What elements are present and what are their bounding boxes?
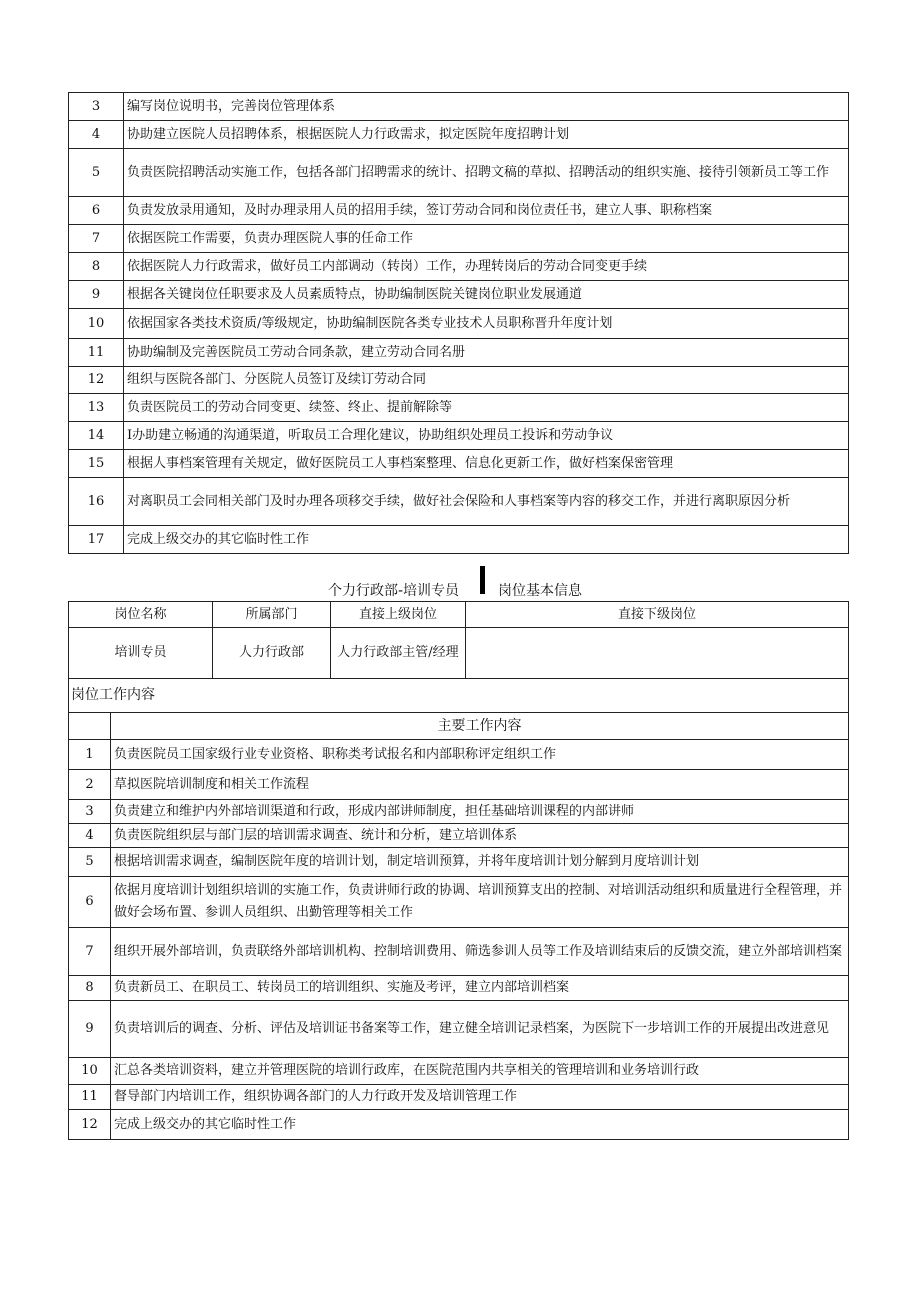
row-number: 3 xyxy=(69,93,124,121)
row-number: 5 xyxy=(69,149,124,197)
table-row xyxy=(69,93,849,121)
duty-text: 根据培训需求调查，编制医院年度的培训计划，制定培训预算，并将年度培训计划分解到月度培训计划 xyxy=(111,848,849,877)
table-row xyxy=(69,450,849,478)
duty-text: 负责新员工、在职员工、转岗员工的培训组织、实施及考评，建立内部培训档案 xyxy=(111,976,849,1001)
work-content-label: 岗位工作内容 xyxy=(68,678,849,712)
row-number: 6 xyxy=(69,197,124,225)
row-number: 1 xyxy=(69,740,111,770)
duty-text: 负责建立和维护内外部培训渠道和行政，形成内部讲师制度，担任基础培训课程的内部讲师 xyxy=(111,800,849,824)
row-number: 8 xyxy=(69,253,124,281)
duty-text: 负责医院招聘活动实施工作，包括各部门招聘需求的统计、招聘文稿的草拟、招聘活动的组织实施、接待引领新员工等工作 xyxy=(124,149,849,197)
table-row xyxy=(69,824,849,848)
row-number: 14 xyxy=(69,422,124,450)
section-title-department: 个力行政部-培训专员 xyxy=(328,583,460,599)
table-row xyxy=(69,422,849,450)
info-value-row xyxy=(69,628,849,679)
duty-text: 组织开展外部培训，负责联络外部培训机构、控制培训费用、筛选参训人员等工作及培训结束后的反馈交流，建立外部培训档案 xyxy=(111,928,849,976)
table-row xyxy=(69,339,849,367)
table-row xyxy=(69,928,849,976)
table-row xyxy=(69,394,849,422)
row-number: 9 xyxy=(69,281,124,309)
duty-text: 依据月度培训计划组织培训的实施工作，负责讲师行政的协调、培训预算支出的控制、对培训活动组织和质量进行全程管理，并做好会场布置、参训人员组织、出勤管理等相关工作 xyxy=(111,877,849,928)
table-row xyxy=(69,225,849,253)
duty-text: 负责发放录用通知，及时办理录用人员的招用手续，签订劳动合同和岗位责任书，建立人事、职称档案 xyxy=(124,197,849,225)
main-content-header: 主要工作内容 xyxy=(111,713,849,740)
duty-text: 负责医院员工国家级行业专业资格、职称类考试报名和内部职称评定组织工作 xyxy=(111,740,849,770)
table-row xyxy=(69,478,849,526)
title-divider-bar xyxy=(480,566,485,594)
section-title xyxy=(300,566,660,598)
row-number: 13 xyxy=(69,394,124,422)
row-number: 16 xyxy=(69,478,124,526)
table-row xyxy=(69,197,849,225)
row-number: 2 xyxy=(69,770,111,800)
duty-text: 依据国家各类技术资质/等级规定，协助编制医院各类专业技术人员职称晋升年度计划 xyxy=(124,309,849,339)
duty-text: 组织与医院各部门、分医院人员签订及续订劳动合同 xyxy=(124,367,849,394)
row-number: 8 xyxy=(69,976,111,1001)
table-row xyxy=(69,1058,849,1085)
duty-text: 协助建立医院人员招聘体系，根据医院人力行政需求，拟定医院年度招聘计划 xyxy=(124,121,849,149)
row-number: 10 xyxy=(69,1058,111,1085)
duty-text: 督导部门内培训工作，组织协调各部门的人力行政开发及培训管理工作 xyxy=(111,1085,849,1110)
table-row xyxy=(69,281,849,309)
row-number: 17 xyxy=(69,526,124,554)
duty-text: 根据人事档案管理有关规定，做好医院员工人事档案整理、信息化更新工作，做好档案保密管理 xyxy=(124,450,849,478)
table-row xyxy=(69,1001,849,1058)
header-blank-cell xyxy=(69,713,111,740)
table-row xyxy=(69,740,849,770)
row-number: 7 xyxy=(69,928,111,976)
value-supervisor: 人力行政部主管/经理 xyxy=(331,628,466,679)
row-number: 15 xyxy=(69,450,124,478)
duty-text: 协助编制及完善医院员工劳动合同条款，建立劳动合同名册 xyxy=(124,339,849,367)
row-number: 11 xyxy=(69,1085,111,1110)
duty-text: 完成上级交办的其它临时性工作 xyxy=(124,526,849,554)
row-number: 7 xyxy=(69,225,124,253)
duty-text: I办助建立畅通的沟通渠道，听取员工合理化建议，协助组织处理员工投诉和劳动争议 xyxy=(124,422,849,450)
table-row xyxy=(69,800,849,824)
table-row xyxy=(69,1110,849,1140)
table-row xyxy=(69,309,849,339)
header-department: 所属部门 xyxy=(213,602,331,628)
row-number: 4 xyxy=(69,121,124,149)
content-header-row xyxy=(69,713,849,740)
table-row xyxy=(69,1085,849,1110)
table-row xyxy=(69,121,849,149)
value-department: 人力行政部 xyxy=(213,628,331,679)
info-header-row xyxy=(69,602,849,628)
duty-text: 依据医院工作需要，负责办理医院人事的任命工作 xyxy=(124,225,849,253)
duty-text: 草拟医院培训制度和相关工作流程 xyxy=(111,770,849,800)
row-number: 9 xyxy=(69,1001,111,1058)
row-number: 3 xyxy=(69,800,111,824)
section-title-basic-info: 岗位基本信息 xyxy=(498,583,582,599)
header-supervisor: 直接上级岗位 xyxy=(331,602,466,628)
duty-text: 负责医院组织层与部门层的培训需求调查、统计和分析，建立培训体系 xyxy=(111,824,849,848)
header-position-name: 岗位名称 xyxy=(69,602,213,628)
row-number: 12 xyxy=(69,367,124,394)
duty-text: 完成上级交办的其它临时性工作 xyxy=(111,1110,849,1140)
position-info-table xyxy=(68,601,849,679)
header-subordinate: 直接下级岗位 xyxy=(466,602,849,628)
duty-text: 编写岗位说明书，完善岗位管理体系 xyxy=(124,93,849,121)
duty-text: 对离职员工会同相关部门及时办理各项移交手续，做好社会保险和人事档案等内容的移交工作，并进行离职原因分析 xyxy=(124,478,849,526)
duties-table-training xyxy=(68,712,849,1140)
row-number: 6 xyxy=(69,877,111,928)
row-number: 4 xyxy=(69,824,111,848)
row-number: 12 xyxy=(69,1110,111,1140)
table-row xyxy=(69,149,849,197)
table-row xyxy=(69,848,849,877)
table-row xyxy=(69,367,849,394)
row-number: 5 xyxy=(69,848,111,877)
value-position-name: 培训专员 xyxy=(69,628,213,679)
table-row xyxy=(69,770,849,800)
table-row xyxy=(69,877,849,928)
table-row xyxy=(69,526,849,554)
duty-text: 汇总各类培训资料，建立并管理医院的培训行政库，在医院范围内共享相关的管理培训和业务培训行政 xyxy=(111,1058,849,1085)
duties-table-recruitment xyxy=(68,92,849,554)
duty-text: 依据医院人力行政需求，做好员工内部调动（转岗）工作，办理转岗后的劳动合同变更手续 xyxy=(124,253,849,281)
row-number: 10 xyxy=(69,309,124,339)
table-row xyxy=(69,253,849,281)
duty-text: 负责培训后的调查、分析、评估及培训证书备案等工作，建立健全培训记录档案，为医院下一步培训工作的开展提出改进意见 xyxy=(111,1001,849,1058)
table-row xyxy=(69,976,849,1001)
row-number: 11 xyxy=(69,339,124,367)
duty-text: 根据各关键岗位任职要求及人员素质特点，协助编制医院关键岗位职业发展通道 xyxy=(124,281,849,309)
duty-text: 负责医院员工的劳动合同变更、续签、终止、提前解除等 xyxy=(124,394,849,422)
value-subordinate xyxy=(466,628,849,679)
